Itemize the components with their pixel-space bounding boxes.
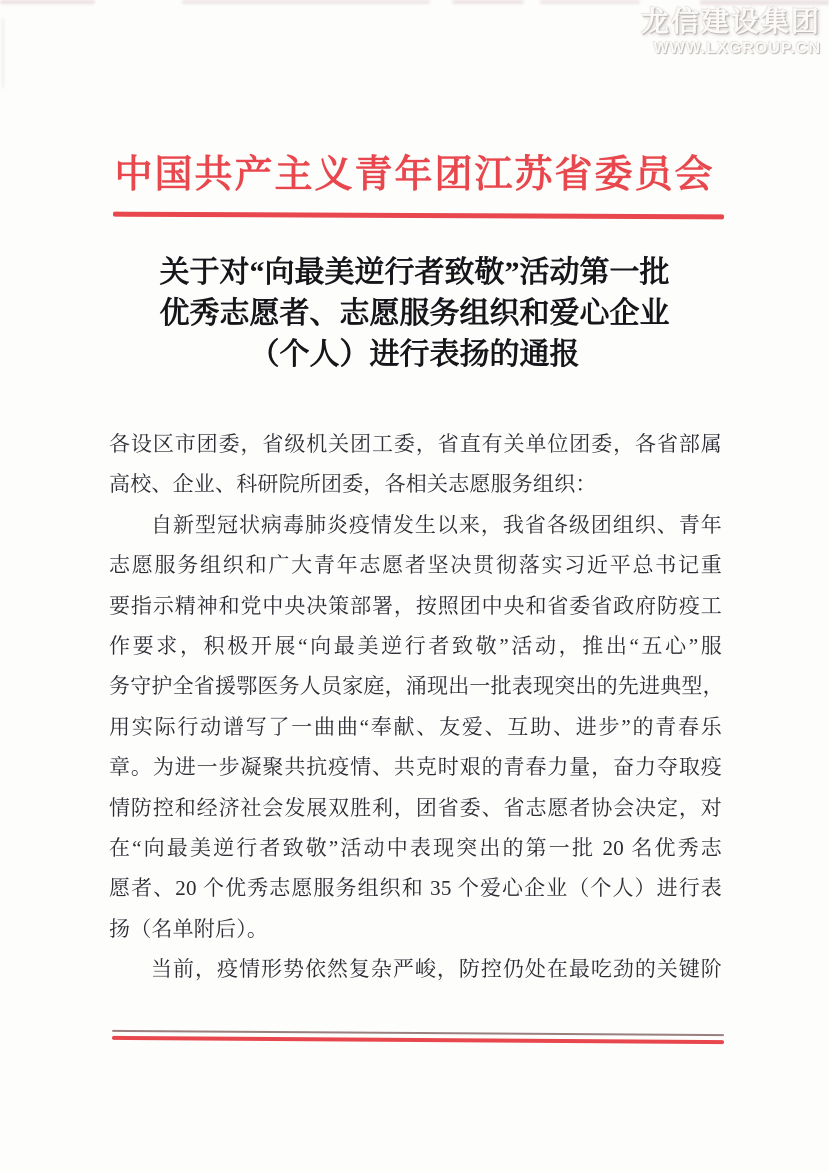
document-title-line: 优秀志愿者、志愿服务组织和爱心企业 xyxy=(159,297,670,330)
scan-artifact xyxy=(0,0,95,4)
body-text-line: 志愿服务组织和广大青年志愿者坚决贯彻落实习近平总书记重 xyxy=(109,553,722,578)
scan-artifact xyxy=(2,18,4,88)
footer-divider-thick-line xyxy=(112,1036,724,1044)
body-text-line: 在“向最美逆行者致敬”活动中表现突出的第一批 20 名优秀志 xyxy=(109,836,722,861)
letterhead-org-name: 中国共产主义青年团江苏省委员会 xyxy=(114,154,715,196)
scan-artifact xyxy=(452,0,524,4)
company-watermark xyxy=(641,6,821,58)
body-text-line: 用实际行动谱写了一曲曲“奉献、友爱、互助、进步”的青春乐 xyxy=(109,714,722,739)
body-text-line: 愿者、20 个优秀志愿服务组织和 35 个爱心企业（个人）进行表 xyxy=(109,876,722,901)
document-body xyxy=(109,424,722,990)
document-title-line: 关于对“向最美逆行者致敬”活动第一批 xyxy=(159,256,670,289)
body-text-line: 要指示精神和党中央决策部署，按照团中央和省委省政府防疫工 xyxy=(109,593,722,618)
watermark-website: WWW.LXGROUP.CN xyxy=(653,40,821,57)
document-title xyxy=(0,252,829,375)
body-text-line: 作要求，积极开展“向最美逆行者致敬”活动，推出“五心”服 xyxy=(109,634,722,659)
footer-divider-line xyxy=(112,1030,724,1048)
scan-artifact xyxy=(540,0,640,4)
body-text-line: 自新型冠状病毒肺炎疫情发生以来，我省各级团组织、青年 xyxy=(151,512,722,537)
body-text-line: 各设区市团委，省级机关团工委，省直有关单位团委，各省部属 xyxy=(109,432,722,456)
body-text-line: 务守护全省援鄂医务人员家庭，涌现出一批表现突出的先进典型， xyxy=(109,674,724,699)
scan-artifact xyxy=(700,0,829,5)
letterhead-divider-line xyxy=(113,212,724,220)
body-text-line: 当前，疫情形势依然复杂严峻，防控仍处在最吃劲的关键阶 xyxy=(151,957,722,982)
document-title-line: （个人）进行表扬的通报 xyxy=(249,338,580,371)
footer-divider-thin-line xyxy=(112,1030,724,1036)
watermark-company-name: 龙信建设集团 xyxy=(640,6,821,37)
scan-artifact xyxy=(182,0,430,4)
body-text-line: 章。为进一步凝聚共抗疫情、共克时艰的青春力量，奋力夺取疫 xyxy=(109,755,722,780)
body-text-line: 高校、企业、科研院所团委，各相关志愿服务组织： xyxy=(109,472,597,497)
body-text-line: 情防控和经济社会发展双胜利，团省委、省志愿者协会决定，对 xyxy=(109,795,722,820)
body-text-line: 扬（名单附后）。 xyxy=(109,916,269,941)
